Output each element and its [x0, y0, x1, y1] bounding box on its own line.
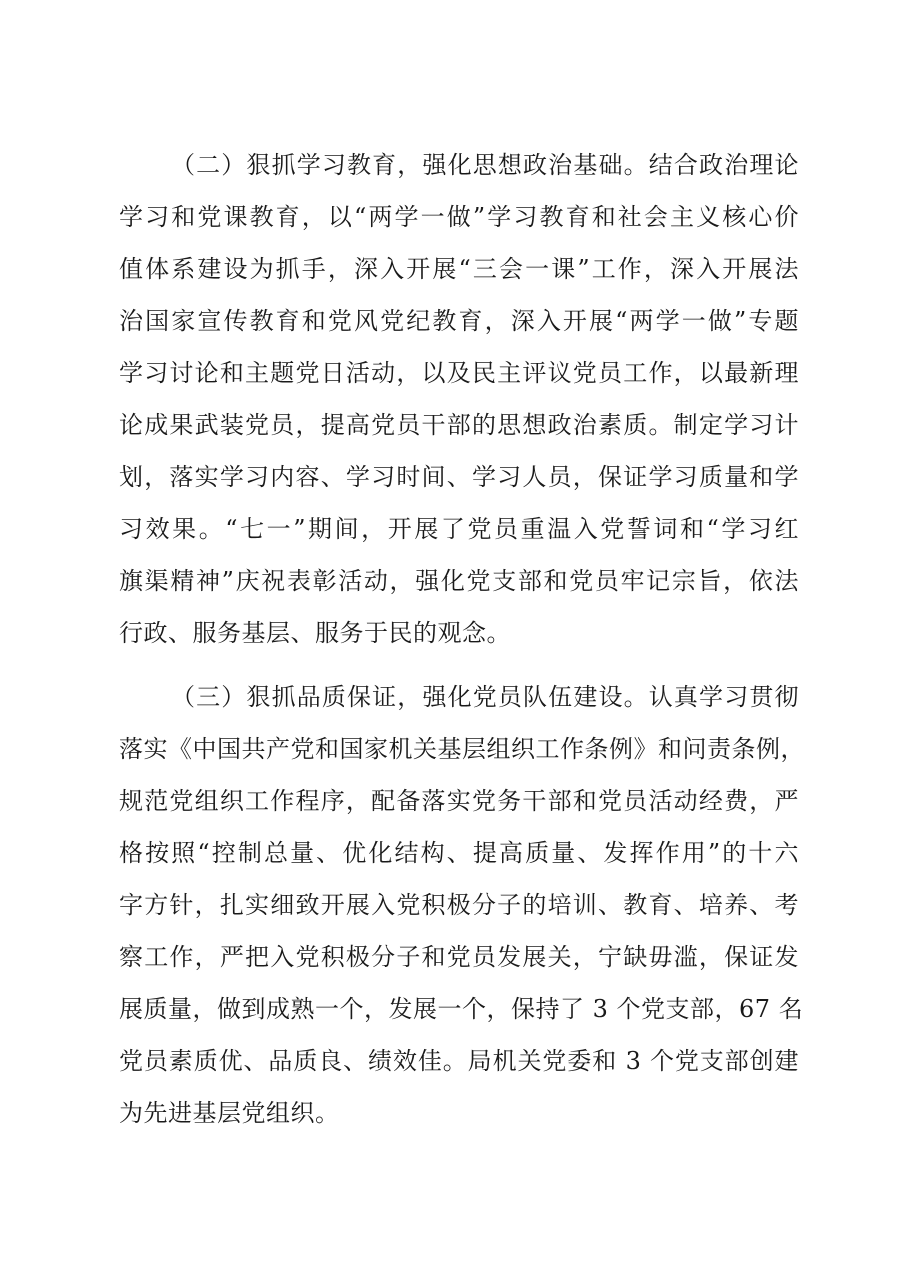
- paragraph-line: 展质量，做到成熟一个，发展一个，保持了 3 个党支部，67 名: [119, 995, 804, 1023]
- paragraph-line: 治国家宣传教育和党风党纪教育，深入开展“两学一做”专题: [119, 307, 799, 335]
- paragraph-line: 党员素质优、品质良、绩效佳。局机关党委和 3 个党支部创建: [119, 1047, 799, 1075]
- paragraph-line: 字方针，扎实细致开展入党积极分子的培训、教育、培养、考: [119, 891, 799, 919]
- paragraph-line: 论成果武装党员，提高党员干部的思想政治素质。制定学习计: [119, 411, 799, 439]
- paragraph-line: 察工作，严把入党积极分子和党员发展关，宁缺毋滥，保证发: [119, 943, 799, 971]
- paragraph-line: 格按照“控制总量、优化结构、提高质量、发挥作用”的十六: [119, 839, 799, 867]
- paragraph-line: 学习和党课教育，以“两学一做”学习教育和社会主义核心价: [119, 203, 799, 231]
- paragraph-line: 行政、服务基层、服务于民的观念。: [119, 619, 511, 647]
- paragraph-line: 规范党组织工作程序，配备落实党务干部和党员活动经费，严: [119, 787, 799, 815]
- paragraph-spacer: [119, 659, 799, 671]
- paragraph-line: （三）狠抓品质保证，强化党员队伍建设。认真学习贯彻: [171, 683, 799, 711]
- paragraph-line: 值体系建设为抓手，深入开展“三会一课”工作，深入开展法: [119, 255, 799, 283]
- paragraph-section-3: [119, 671, 805, 1139]
- paragraph-line: 学习讨论和主题党日活动，以及民主评议党员工作，以最新理: [119, 359, 799, 387]
- document-body: [119, 139, 805, 1139]
- paragraph-line: 旗渠精神”庆祝表彰活动，强化党支部和党员牢记宗旨，依法: [119, 567, 799, 595]
- paragraph-line: 划，落实学习内容、学习时间、学习人员，保证学习质量和学: [119, 463, 799, 491]
- paragraph-line: 为先进基层党组织。: [119, 1099, 340, 1127]
- paragraph-section-2: [119, 139, 799, 659]
- paragraph-line: 落实《中国共产党和国家机关基层组织工作条例》和问责条例，: [119, 735, 805, 763]
- paragraph-line: 习效果。“七一”期间，开展了党员重温入党誓词和“学习红: [119, 515, 799, 543]
- paragraph-line: （二）狠抓学习教育，强化思想政治基础。结合政治理论: [171, 151, 799, 179]
